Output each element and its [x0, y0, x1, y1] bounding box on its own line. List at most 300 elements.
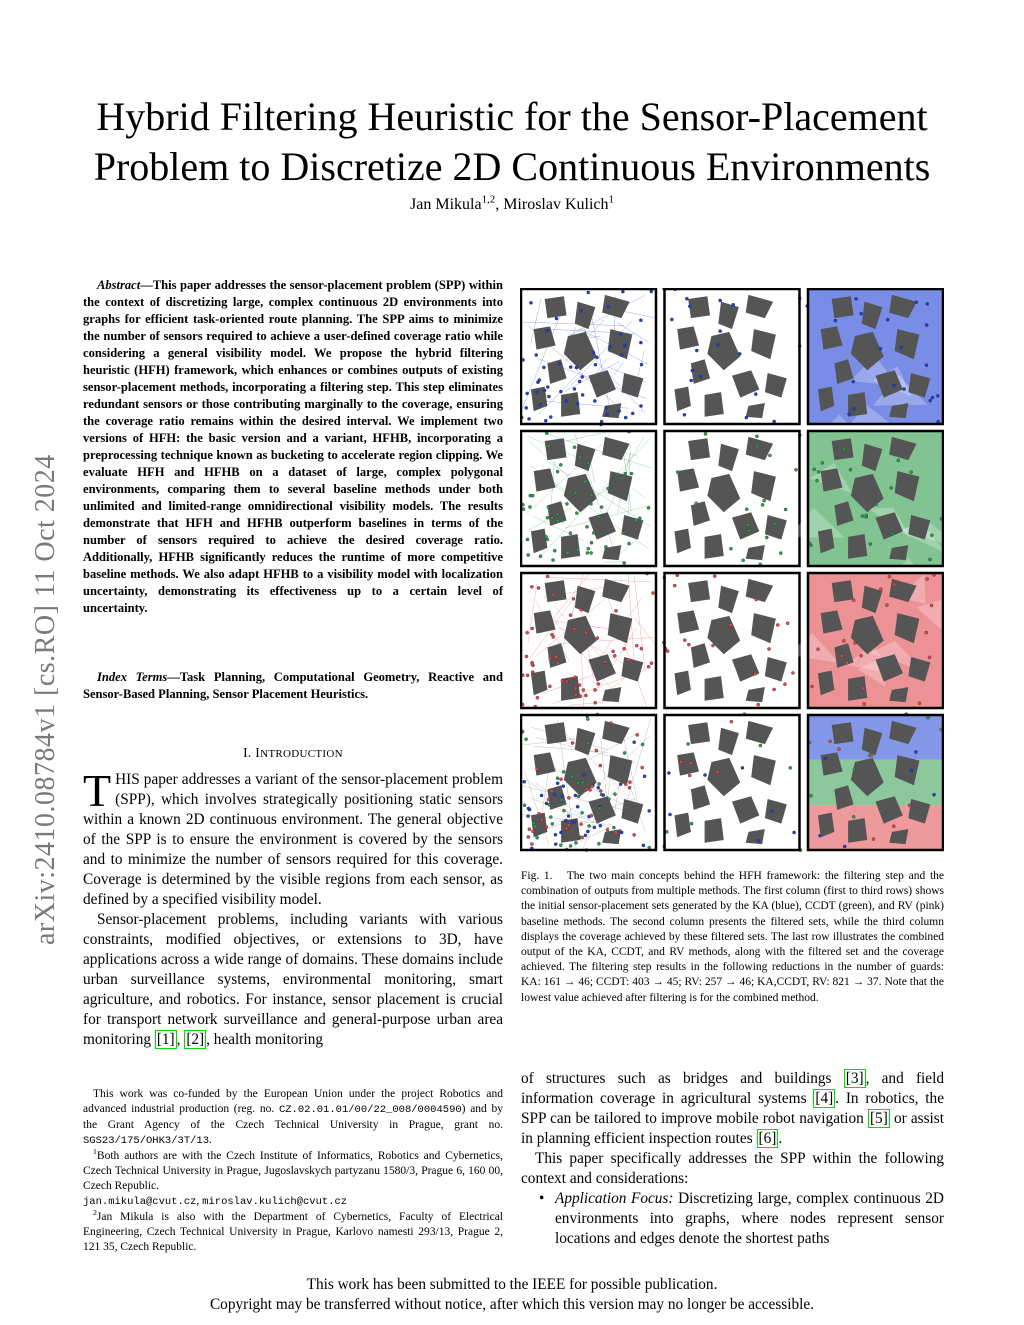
sensor-marker — [594, 363, 597, 366]
sensor-marker — [592, 531, 595, 534]
sensor-marker — [562, 809, 565, 812]
sensor-marker — [531, 663, 534, 666]
sensor-marker — [546, 385, 549, 388]
sensor-marker — [925, 631, 928, 634]
sensor-marker — [561, 679, 564, 682]
sensor-marker — [888, 575, 891, 578]
sensor-marker — [573, 628, 576, 631]
sensor-marker — [631, 412, 634, 415]
sensor-marker — [791, 671, 794, 674]
sensor-marker — [874, 503, 877, 506]
sensor-marker — [604, 660, 607, 663]
sensor-marker — [639, 341, 642, 344]
sensor-marker — [623, 751, 626, 754]
drop-cap: T — [83, 765, 112, 816]
obstacle-polygon — [545, 580, 567, 602]
citation-3-link[interactable]: [3] — [845, 1070, 864, 1087]
sensor-marker — [545, 802, 548, 805]
sensor-marker — [595, 356, 598, 359]
sensor-marker — [641, 766, 644, 769]
sensor-marker — [757, 703, 760, 706]
sensor-marker — [590, 493, 593, 496]
funding-text: This work was co-funded by the European Union under the project Robotics and advanced industrial production (reg. no. — [83, 1088, 503, 1115]
sensor-marker — [765, 536, 768, 539]
citation-4-link[interactable]: [4] — [815, 1090, 834, 1107]
right-column-text — [521, 1069, 944, 1249]
sensor-marker — [559, 390, 562, 393]
sensor-marker — [597, 682, 600, 685]
sensor-marker — [893, 583, 896, 586]
sensor-marker — [581, 836, 584, 839]
sensor-marker — [575, 366, 578, 369]
sensor-marker — [600, 506, 603, 509]
sensor-marker — [926, 577, 929, 580]
sensor-marker — [634, 519, 637, 522]
sensor-marker — [761, 503, 764, 506]
sensor-marker — [915, 301, 918, 304]
sensor-marker — [641, 743, 644, 746]
sensor-marker — [573, 676, 576, 679]
citation-5-link[interactable]: [5] — [869, 1110, 888, 1127]
sensor-marker — [588, 788, 591, 791]
sensor-marker — [755, 598, 758, 601]
sensor-marker — [573, 446, 576, 449]
sensor-marker — [574, 491, 577, 494]
sensor-marker — [842, 639, 845, 642]
sensor-marker — [533, 825, 536, 828]
obstacle-polygon — [848, 534, 867, 559]
sensor-marker — [562, 770, 565, 773]
sensor-marker — [530, 585, 533, 588]
intro-p2-tail: , health monitoring — [206, 1031, 323, 1048]
sensor-marker — [526, 392, 529, 395]
sensor-marker — [685, 297, 688, 300]
sensor-marker — [937, 420, 940, 423]
sensor-marker — [816, 648, 819, 651]
author-2-affiliation: 1 — [608, 193, 614, 206]
rp1-a: of structures such as bridges and buildings — [521, 1070, 844, 1087]
figure-panel-r2-c1 — [520, 430, 657, 567]
sensor-marker — [824, 757, 827, 760]
sensor-marker — [589, 502, 592, 505]
section-cap: I — [255, 745, 261, 760]
sensor-marker — [527, 553, 530, 556]
sensor-marker — [691, 369, 694, 372]
sensor-marker — [892, 825, 895, 828]
intro-paragraph-2 — [83, 910, 503, 1050]
section-number: I. — [243, 745, 256, 760]
sensor-marker — [576, 781, 579, 784]
sensor-marker — [630, 472, 633, 475]
sensor-marker — [592, 351, 595, 354]
sensor-marker — [590, 551, 593, 554]
sensor-marker — [545, 825, 548, 828]
sensor-marker — [754, 392, 757, 395]
sensor-marker — [622, 532, 625, 535]
right-paragraph-1 — [521, 1069, 944, 1149]
sensor-marker — [779, 551, 782, 554]
sensor-marker — [899, 346, 902, 349]
sensor-marker — [569, 614, 572, 617]
sensor-marker — [771, 809, 774, 812]
sensor-marker — [578, 684, 581, 687]
sensor-marker — [566, 551, 569, 554]
obstacle-polygon — [688, 438, 710, 460]
sensor-marker — [861, 514, 864, 517]
sensor-marker — [547, 798, 550, 801]
sensor-marker — [613, 654, 616, 657]
sensor-marker — [581, 781, 584, 784]
sensor-marker — [623, 561, 626, 564]
sensor-marker — [892, 384, 895, 387]
sensor-marker — [574, 794, 577, 797]
sensor-marker — [713, 574, 716, 577]
sensor-marker — [600, 420, 603, 423]
footnote-2-text: Jan Mikula is also with the Department of Cybernetics, Faculty of Electrical Engineering, Czech Technical University in Prague, Karlovo namesti 293/13, Prague 2, 121 35, Czech Republic. — [83, 1211, 503, 1253]
sensor-marker — [561, 519, 564, 522]
sensor-marker — [613, 793, 616, 796]
rp1-d: or assist in planning efficient inspection routes — [521, 1110, 944, 1147]
sensor-marker — [560, 798, 563, 801]
sensor-marker — [688, 305, 691, 308]
sensor-marker — [604, 545, 607, 548]
obstacle-polygon — [545, 722, 567, 744]
footnote-2-marker: 2 — [93, 1208, 97, 1218]
sensor-marker — [599, 789, 602, 792]
sensor-marker — [586, 551, 589, 554]
sensor-marker — [821, 461, 824, 464]
footnote-funding — [83, 1087, 503, 1149]
sensor-marker — [639, 319, 642, 322]
sensor-marker — [526, 538, 529, 541]
obstacle-polygon — [848, 818, 867, 843]
sensor-marker — [786, 622, 789, 625]
funding-end: . — [209, 1134, 212, 1146]
sensor-marker — [546, 575, 549, 578]
sensor-marker — [535, 767, 538, 770]
sensor-marker — [552, 635, 555, 638]
sensor-marker — [730, 720, 733, 723]
sensor-marker — [562, 785, 565, 788]
sensor-marker — [547, 505, 550, 508]
sensor-marker — [536, 696, 539, 699]
sensor-marker — [647, 506, 650, 509]
sensor-marker — [569, 365, 572, 368]
sensor-marker — [542, 366, 545, 369]
sensor-marker — [532, 822, 535, 825]
sensor-marker — [928, 558, 931, 561]
title-line-2: Problem to Discretize 2D Continuous Environments — [93, 144, 931, 189]
sensor-marker — [757, 839, 760, 842]
sensor-marker — [926, 302, 929, 305]
sensor-marker — [862, 687, 865, 690]
sensor-marker — [754, 672, 757, 675]
sensor-marker — [564, 819, 567, 822]
sensor-marker — [651, 591, 654, 594]
sensor-marker — [711, 644, 714, 647]
obstacle-polygon — [832, 722, 854, 744]
obstacle-polygon — [832, 296, 854, 318]
sensor-marker — [930, 604, 933, 607]
sensor-marker — [817, 470, 820, 473]
funding-text-2: ) and by the Grant Agency of the Czech Technical University in Prague, grant no. — [83, 1103, 503, 1131]
sensor-marker — [571, 775, 574, 778]
sensor-marker — [872, 837, 875, 840]
sensor-marker — [815, 479, 818, 482]
sensor-marker — [559, 831, 562, 834]
sensor-marker — [572, 597, 575, 600]
sensor-marker — [586, 741, 589, 744]
sensor-marker — [606, 828, 609, 831]
sensor-marker — [549, 657, 552, 660]
sensor-marker — [897, 459, 900, 462]
sensor-marker — [598, 807, 601, 810]
sensor-marker — [848, 413, 851, 416]
footnote-1-text: Both authors are with the Czech Institute of Informatics, Robotics and Cybernetics, Czech Technical University in Prague, Jugoslavskych partyzanu 1580/3, Prague 6, 160 00, Czech Republic. — [83, 1150, 503, 1192]
sensor-marker — [690, 379, 693, 382]
arxiv-identifier: arXiv:2410.08784v1 [cs.RO] 11 Oct 2024 — [30, 454, 61, 945]
sensor-marker — [668, 813, 671, 816]
sensor-marker — [686, 742, 689, 745]
sensor-marker — [729, 547, 732, 550]
sensor-marker — [620, 353, 623, 356]
sensor-marker — [689, 762, 692, 765]
sensor-marker — [595, 749, 598, 752]
sensor-marker — [581, 393, 584, 396]
sensor-marker — [584, 834, 587, 837]
sensor-marker — [809, 794, 812, 797]
figure-panel-r2-c3 — [788, 430, 944, 589]
sensor-marker — [618, 409, 621, 412]
figure-panel-r4-c1 — [520, 713, 657, 852]
sensor-marker — [773, 522, 776, 525]
sensor-marker — [755, 435, 758, 438]
sensor-marker — [852, 815, 855, 818]
figure-panel-r1-c3 — [806, 288, 944, 453]
sensor-marker — [852, 407, 855, 410]
figure-panel-r1-c2 — [662, 288, 801, 425]
sensor-marker — [587, 547, 590, 550]
sensor-marker — [593, 688, 596, 691]
sensor-marker — [648, 809, 651, 812]
sensor-marker — [738, 352, 741, 355]
sensor-marker — [929, 399, 932, 402]
citation-6-link[interactable]: [6] — [758, 1130, 777, 1147]
sensor-marker — [763, 499, 766, 502]
sensor-marker — [526, 631, 529, 634]
index-terms-label: Index Terms — [97, 670, 168, 684]
obstacle-polygon — [561, 676, 580, 701]
email-link-1[interactable]: jan.mikula@cvut.cz — [83, 1196, 197, 1208]
citation-2-link[interactable]: [2] — [186, 1031, 205, 1048]
sensor-marker — [602, 794, 605, 797]
sensor-marker — [619, 332, 622, 335]
sensor-marker — [528, 808, 531, 811]
sensor-marker — [551, 558, 554, 561]
sensor-marker — [918, 702, 921, 705]
sensor-marker — [695, 502, 698, 505]
sensor-marker — [576, 805, 579, 808]
sensor-marker — [543, 389, 546, 392]
sensor-marker — [794, 468, 797, 471]
sensor-marker — [638, 517, 641, 520]
sensor-marker — [767, 647, 770, 650]
sensor-marker — [683, 413, 686, 416]
sensor-marker — [699, 375, 702, 378]
figure-panel-r2-c2 — [664, 430, 802, 567]
sensor-marker — [523, 780, 526, 783]
sensor-marker — [575, 512, 578, 515]
sensor-marker — [558, 362, 561, 365]
sensor-marker — [843, 448, 846, 451]
sensor-marker — [747, 529, 750, 532]
sensor-marker — [538, 379, 541, 382]
sensor-marker — [619, 783, 622, 786]
page-footer — [60, 1275, 964, 1315]
sensor-marker — [620, 831, 623, 834]
sensor-marker — [879, 588, 882, 591]
sensor-marker — [716, 343, 719, 346]
email-separator: , — [196, 1195, 203, 1207]
obstacle-polygon — [705, 392, 724, 417]
sensor-marker — [891, 532, 894, 535]
sensor-marker — [719, 329, 722, 332]
sensor-marker — [647, 665, 650, 668]
sensor-marker — [565, 827, 568, 830]
sensor-marker — [551, 822, 554, 825]
sensor-marker — [528, 828, 531, 831]
sensor-marker — [531, 627, 534, 630]
footnote-1-marker: 1 — [93, 1147, 97, 1157]
sensor-marker — [597, 786, 600, 789]
figure-panel-r3-c2 — [662, 572, 800, 709]
sensor-marker — [869, 542, 872, 545]
figure-caption — [521, 869, 944, 1006]
sensor-marker — [719, 299, 722, 302]
sensor-marker — [587, 824, 590, 827]
sensor-marker — [628, 781, 631, 784]
sensor-marker — [584, 631, 587, 634]
sensor-marker — [666, 650, 669, 653]
sensor-marker — [552, 593, 555, 596]
sensor-marker — [530, 842, 533, 845]
sensor-marker — [746, 523, 749, 526]
sensor-marker — [606, 487, 609, 490]
sensor-marker — [925, 364, 928, 367]
figure-panel-r3-c1 — [520, 572, 657, 709]
sensor-marker — [732, 303, 735, 306]
right-paragraph-2: This paper specifically addresses the SPP within the following context and considerations: — [521, 1150, 944, 1187]
sensor-marker — [546, 538, 549, 541]
sensor-marker — [612, 826, 615, 829]
sensor-marker — [690, 822, 693, 825]
sensor-marker — [756, 445, 759, 448]
sensor-marker — [576, 402, 579, 405]
sensor-marker — [789, 766, 792, 769]
sensor-marker — [574, 693, 577, 696]
sensor-marker — [627, 542, 630, 545]
sensor-marker — [810, 685, 813, 688]
sensor-marker — [559, 844, 562, 847]
obstacle-polygon — [705, 676, 724, 701]
sensor-marker — [768, 454, 771, 457]
sensor-marker — [870, 753, 873, 756]
sensor-marker — [849, 468, 852, 471]
obstacle-polygon — [561, 534, 580, 559]
sensor-marker — [556, 519, 559, 522]
sensor-marker — [587, 291, 590, 294]
index-terms-text: —Task Planning, Computational Geometry, Reactive and Sensor-Based Planning, Sensor Placement Heuristics. — [83, 670, 503, 701]
sensor-marker — [593, 399, 596, 402]
sensor-marker — [539, 403, 542, 406]
sensor-marker — [555, 317, 558, 320]
sensor-marker — [574, 841, 577, 844]
sensor-marker — [865, 514, 868, 517]
sensor-marker — [597, 842, 600, 845]
sensor-marker — [614, 831, 617, 834]
sensor-marker — [550, 516, 553, 519]
sensor-marker — [643, 775, 646, 778]
sensor-marker — [528, 505, 531, 508]
sensor-marker — [526, 674, 529, 677]
sensor-marker — [556, 777, 559, 780]
footer-line-2: Copyright may be transferred without notice, after which this version may no longer be accessible. — [209, 1296, 815, 1313]
intro-p2-text: Sensor-placement problems, including variants with various constraints, modified objectives, or extensions to 3D, have applications across a wide range of domains. These domains include urban surveillance systems, environmental monitoring, smart agriculture, and robotics. For instance, sensor placement is crucial for transport network surveillance and general-purpose urban area monitoring — [83, 911, 503, 1048]
sensor-marker — [607, 798, 610, 801]
caption-label: Fig. 1. — [521, 870, 553, 882]
sensor-marker — [650, 290, 653, 293]
sensor-marker — [639, 404, 642, 407]
citation-1-link[interactable]: [1] — [156, 1031, 175, 1048]
sensor-marker — [609, 722, 612, 725]
sensor-marker — [784, 508, 787, 511]
sensor-marker — [609, 345, 612, 348]
sensor-marker — [843, 845, 846, 848]
sensor-marker — [593, 826, 596, 829]
sensor-marker — [584, 480, 587, 483]
sensor-marker — [683, 639, 686, 642]
author-separator: , — [495, 196, 504, 213]
sensor-marker — [852, 380, 855, 383]
sensor-marker — [537, 812, 540, 815]
email-link-2[interactable]: miroslav.kulich@cvut.cz — [202, 1196, 348, 1208]
obstacle-polygon — [705, 534, 724, 559]
author-1-affiliation: 1,2 — [481, 193, 496, 206]
introduction-body — [83, 765, 503, 1050]
sensor-marker — [531, 670, 534, 673]
sensor-marker — [590, 541, 593, 544]
sensor-marker — [561, 794, 564, 797]
sensor-marker — [522, 508, 525, 511]
sensor-marker — [650, 662, 653, 665]
obstacle-polygon — [848, 392, 867, 417]
section-rest: NTRODUCTION — [260, 748, 343, 760]
sensor-marker — [623, 344, 626, 347]
sensor-marker — [580, 811, 583, 814]
sensor-marker — [688, 774, 691, 777]
sensor-marker — [554, 843, 557, 846]
sensor-marker — [546, 329, 549, 332]
sensor-marker — [597, 782, 600, 785]
paper-title — [60, 92, 964, 192]
sensor-marker — [776, 623, 779, 626]
sensor-marker — [594, 701, 597, 704]
sensor-marker — [585, 525, 588, 528]
sensor-marker — [854, 297, 857, 300]
sensor-marker — [605, 406, 608, 409]
sensor-marker — [549, 415, 552, 418]
figure-panel-r4-c2 — [663, 713, 802, 852]
